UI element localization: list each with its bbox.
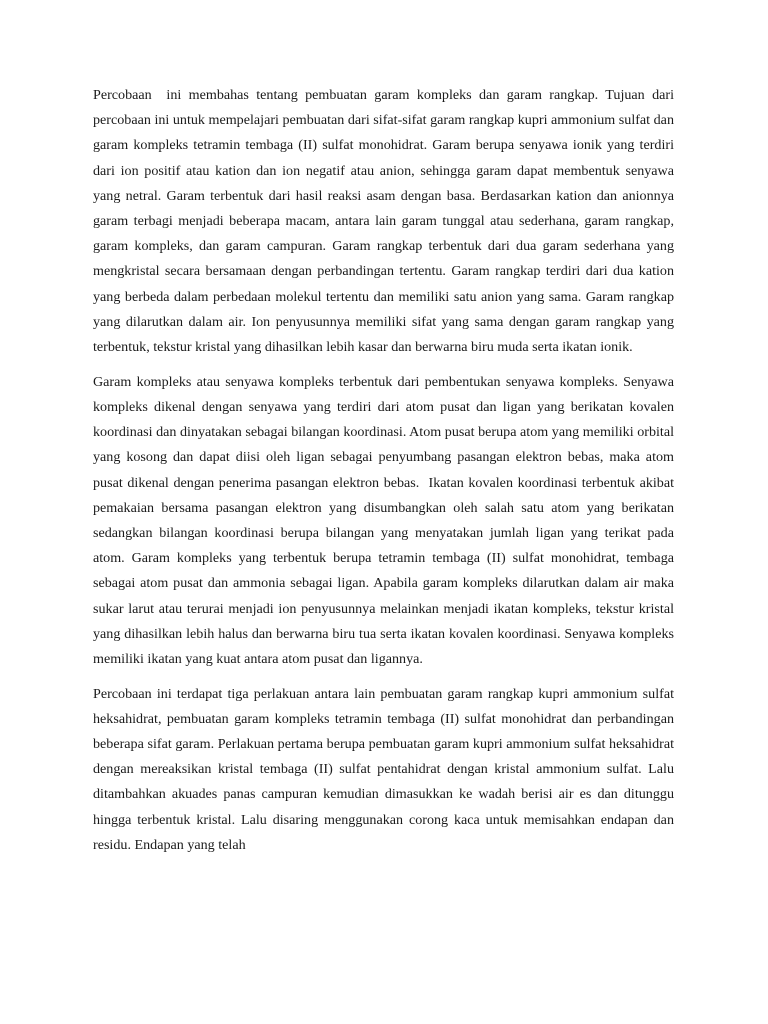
paragraph-complex-salt: Garam kompleks atau senyawa kompleks terbentuk dari pembentukan senyawa kompleks. Senyawa kompleks dikenal dengan senyawa yang terdiri dari atom pusat dan ligan yang berikatan kovalen koordinasi dan dinyatakan sebagai bilangan koordinasi. Atom pusat berupa atom yang memiliki orbital yang kosong dan dapat diisi oleh ligan sebagai penyumbang pasangan elektron bebas, maka atom pusat dikenal dengan penerima pasangan elektron bebas. Ikatan kovalen koordinasi terbentuk akibat pemakaian bersama pasangan elektron yang disumbangkan oleh salah satu atom yang berikatan sedangkan bilangan koordinasi berupa bilangan yang menyatakan jumlah ligan yang terikat pada atom. Garam kompleks yang terbentuk berupa tetramin tembaga (II) sulfat monohidrat, tembaga sebagai atom pusat dan ammonia sebagai ligan. Apabila garam kompleks dilarutkan dalam air maka sukar larut atau terurai menjadi ion penyusunnya melainkan menjadi ikatan kompleks, tekstur kristal yang dihasilkan lebih halus dan berwarna biru tua serta ikatan kovalen koordinasi. Senyawa kompleks memiliki ikatan yang kuat antara atom pusat dan ligannya. (93, 373, 678, 667)
paragraph-procedure: Percobaan ini terdapat tiga perlakuan antara lain pembuatan garam rangkap kupri ammonium sulfat heksahidrat, pembuatan garam kompleks tetramin tembaga (II) sulfat monohidrat dan perbandingan beberapa sifat garam. Perlakuan pertama berupa pembuatan garam kupri ammonium sulfat heksahidrat dengan mereaksikan kristal tembaga (II) sulfat pentahidrat dengan kristal ammonium sulfat. Lalu ditambahkan akuades panas campuran kemudian dimasukkan ke wadah berisi air es dan ditunggu hingga terbentuk kristal. Lalu disaring menggunakan corong kaca untuk memisahkan endapan dan residu. Endapan yang telah (93, 685, 678, 853)
paragraph-intro: Percobaan ini membahas tentang pembuatan garam kompleks dan garam rangkap. Tujuan dari percobaan ini untuk mempelajari pembuatan dari sifat-sifat garam rangkap kupri ammonium sulfat dan garam kompleks tetramin tembaga (II) sulfat monohidrat. Garam berupa senyawa ionik yang terdiri dari ion positif atau kation dan ion negatif atau anion, sehingga garam dapat membentuk senyawa yang netral. Garam terbentuk dari hasil reaksi asam dengan basa. Berdasarkan kation dan anionnya garam terbagi menjadi beberapa macam, antara lain garam tunggal atau sederhana, garam rangkap, garam kompleks, dan garam campuran. Garam rangkap terbentuk dari dua garam sederhana yang mengkristal secara bersamaan dengan perbandingan tertentu. Garam rangkap terdiri dari dua kation yang berbeda dalam perbedaan molekul tertentu dan memiliki satu anion yang sama. Garam rangkap yang dilarutkan dalam air. Ion penyusunnya memiliki sifat yang sama dengan garam rangkap yang terbentuk, tekstur kristal yang dihasilkan lebih kasar dan berwarna biru muda serta ikatan ionik. (93, 87, 678, 356)
document-page (93, 83, 678, 868)
